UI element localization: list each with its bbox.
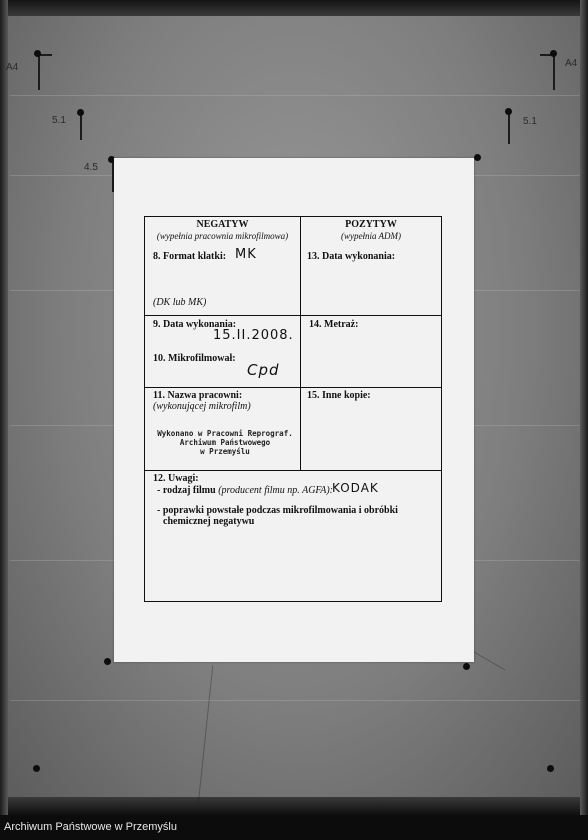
field-data-wykonania-pozytyw-label: 13. Data wykonania:: [307, 251, 396, 262]
scan-mark: A4: [565, 58, 578, 69]
film-scratch: [198, 665, 214, 804]
field-uwagi-label: 12. Uwagi:: [153, 473, 199, 484]
field-metraz-label: 14. Metraż:: [309, 319, 359, 330]
field-format-hint: (DK lub MK): [153, 297, 207, 308]
registration-tick: [553, 54, 555, 90]
film-edge-bottom: [0, 797, 588, 815]
field-mikrofilmowal-label: 10. Mikrofilmował:: [153, 353, 236, 364]
pozytyw-title: POZYTYW: [345, 219, 397, 230]
background-line: [10, 95, 580, 96]
pozytyw-subtitle: (wypełnia ADM): [340, 231, 402, 241]
film-edge-top: [0, 0, 588, 16]
registration-dot: [34, 50, 41, 57]
field-inne-kopie-label: 15. Inne kopie:: [307, 390, 371, 401]
registration-dot: [463, 663, 470, 670]
negatyw-subtitle: (wypełnia pracownia mikrofilmowa): [156, 231, 289, 241]
archive-footer: Archiwum Państwowe w Przemyślu: [0, 815, 588, 840]
field-nazwa-pracowni-label: 11. Nazwa pracowni:: [153, 390, 243, 401]
stamp-line: Archiwum Państwowego: [179, 438, 271, 447]
stamp-line: w Przemyślu: [200, 447, 250, 456]
field-data-wykonania-value: 15.II.2008.: [213, 328, 294, 343]
field-mikrofilmowal-signature: Cpd: [247, 361, 280, 379]
scan-mark: 5.1: [523, 116, 537, 127]
registration-dot: [104, 658, 111, 665]
field-data-wykonania-label: 9. Data wykonania:: [153, 319, 237, 330]
row-divider: [145, 470, 441, 471]
field-poprawki-line2: chemicznej negatywu: [163, 516, 255, 527]
row-divider: [145, 315, 441, 316]
field-rodzaj-filmu-value: KODAK: [332, 481, 379, 495]
registration-dot: [550, 50, 557, 57]
negatyw-title: NEGATYW: [196, 219, 249, 230]
registration-dot: [33, 765, 40, 772]
registration-dot: [505, 108, 512, 115]
field-format-label: 8. Format klatki:: [153, 251, 227, 262]
scan-mark: 4.5: [84, 162, 98, 173]
field-nazwa-pracowni-hint: (wykonującej mikrofilm): [153, 401, 251, 412]
background-line: [10, 700, 580, 701]
field-poprawki-line1: - poprawki powstałe podczas mikrofilmowania i obróbki: [157, 505, 398, 516]
film-edge-left: [0, 0, 8, 815]
pracownia-stamp: [151, 429, 299, 456]
registration-dot: [77, 109, 84, 116]
registration-tick: [80, 112, 82, 140]
field-format-value: MK: [235, 247, 257, 262]
registration-dot: [474, 154, 481, 161]
film-edge-right: [580, 0, 588, 815]
row-divider: [145, 387, 441, 388]
field-rodzaj-filmu-hint: (producent filmu np. AGFA):: [218, 485, 334, 496]
registration-tick: [38, 54, 40, 90]
form-sheet: [114, 158, 474, 662]
field-rodzaj-filmu-label: - rodzaj filmu: [157, 485, 216, 496]
scan-mark: A4: [6, 62, 19, 73]
column-divider: [300, 217, 301, 470]
microfilm-form-table: [144, 216, 442, 602]
field-rodzaj-filmu: [157, 485, 333, 497]
scan-mark: 5.1: [52, 115, 66, 126]
registration-tick: [508, 112, 510, 144]
stamp-line: Wykonano w Pracowni Reprograf.: [157, 429, 293, 438]
registration-dot: [547, 765, 554, 772]
